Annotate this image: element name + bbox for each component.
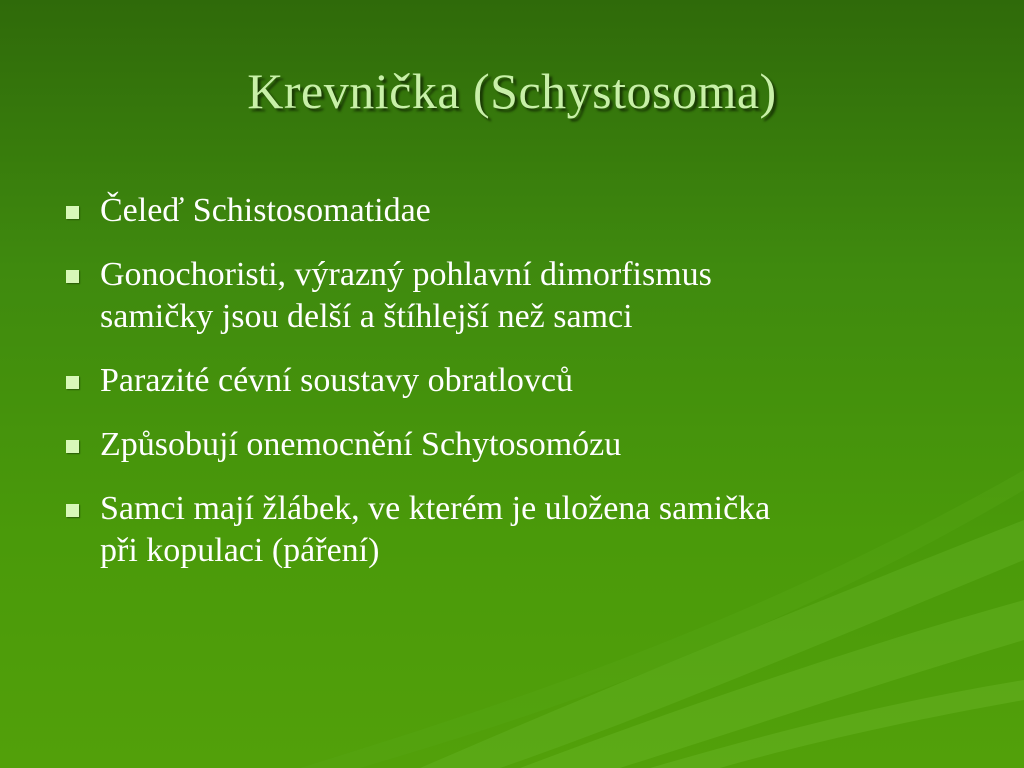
- bullet-text: Samci mají žlábek, ve kterém je uložena samička: [100, 490, 771, 527]
- bullet-item: [62, 254, 962, 338]
- bullet-text: Čeleď Schistosomatidae: [100, 192, 431, 229]
- square-bullet-icon: [66, 270, 79, 283]
- bullet-item: [62, 190, 962, 232]
- bullet-text-continued: při kopulaci (páření): [100, 532, 380, 569]
- square-bullet-icon: [66, 504, 79, 517]
- bullet-text: Gonochoristi, výrazný pohlavní dimorfismus: [100, 256, 712, 293]
- bullet-text-continued: samičky jsou delší a štíhlejší než samci: [100, 298, 633, 335]
- bullet-list: [62, 190, 962, 594]
- bullet-item: [62, 360, 962, 402]
- square-bullet-icon: [66, 376, 79, 389]
- bullet-item: [62, 488, 962, 572]
- bullet-text: Parazité cévní soustavy obratlovců: [100, 362, 574, 399]
- square-bullet-icon: [66, 206, 79, 219]
- square-bullet-icon: [66, 440, 79, 453]
- bullet-item: [62, 424, 962, 466]
- bullet-text: Způsobují onemocnění Schytosomózu: [100, 426, 622, 463]
- slide-title: Krevnička (Schystosoma): [247, 63, 777, 119]
